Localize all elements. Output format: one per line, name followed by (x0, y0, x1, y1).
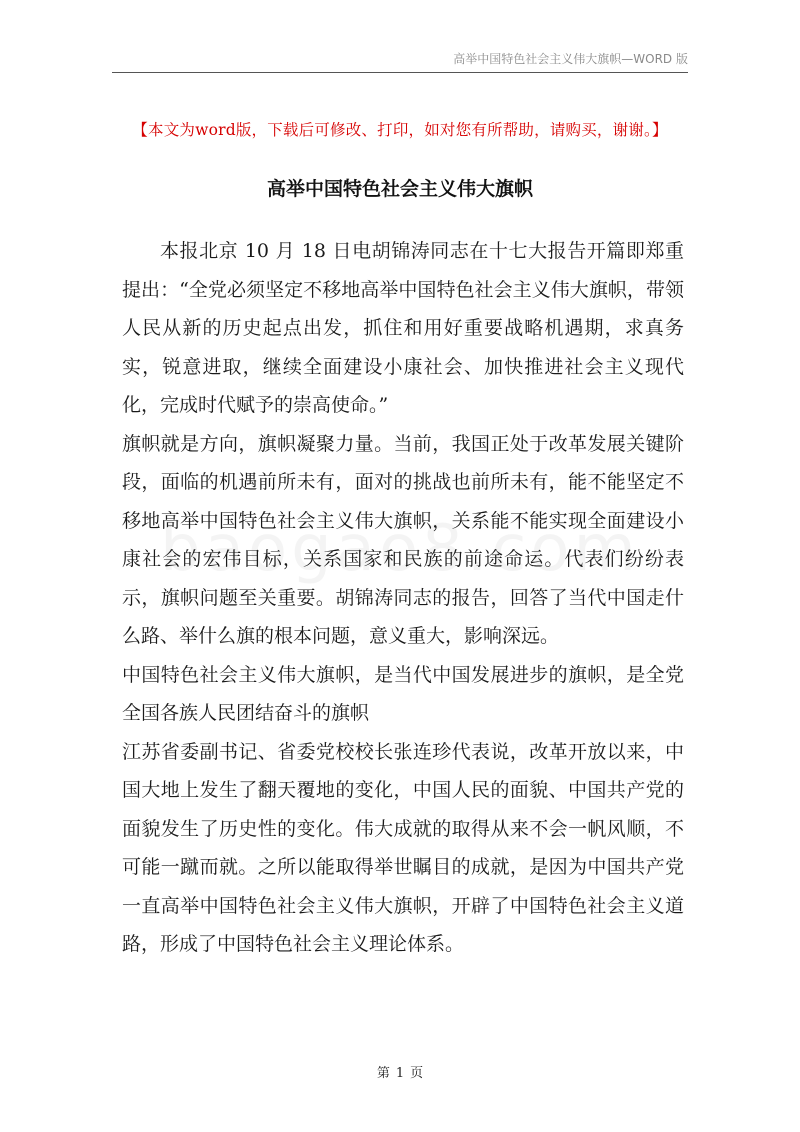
page-footer (0, 1062, 800, 1081)
paragraph: 中国特色社会主义伟大旗帜，是当代中国发展进步的旗帜，是全党全国各族人民团结奋斗的旗帜 (122, 663, 684, 724)
paragraph: 旗帜就是方向，旗帜凝聚力量。当前，我国正处于改革发展关键阶段，面临的机遇前所未有，面对的挑战也前所未有，能不能坚定不移地高举中国特色社会主义伟大旗帜，关系能不能实现全面建设小康社会的宏伟目标，关系国家和民族的前途命运。代表们纷纷表示，旗帜问题至关重要。胡锦涛同志的报告，回答了当代中国走什么路、举什么旗的根本问题，意义重大，影响深远。 (122, 432, 684, 647)
paragraph: 本报北京 10 月 18 日电胡锦涛同志在十七大报告开篇即郑重提出：“全党必须坚定不移地高举中国特色社会主义伟大旗帜，带领人民从新的历史起点出发，抓住和用好重要战略机遇期，求真务实，锐意进取，继续全面建设小康社会、加快推进社会主义现代化，完成时代赋予的崇高使命。” (122, 240, 684, 416)
page-suffix: 页 (410, 1066, 424, 1081)
paragraph: 江苏省委副书记、省委党校校长张连珍代表说，改革开放以来，中国大地上发生了翻天覆地的变化，中国人民的面貌、中国共产党的面貌发生了历史性的变化。伟大成就的取得从来不会一帆风顺，不可能一蹴而就。之所以能取得举世瞩目的成就，是因为中国共产党一直高举中国特色社会主义伟大旗帜，开辟了中国特色社会主义道路，形成了中国特色社会主义理论体系。 (122, 740, 684, 955)
running-title: 高举中国特色社会主义伟大旗帜—WORD 版 (453, 52, 688, 66)
purchase-notice: 【本文为word版，下载后可修改、打印，如对您有所帮助，请购买，谢谢。】 (132, 121, 668, 139)
document-body (122, 232, 684, 964)
page-header (112, 48, 688, 73)
page-number: 1 (395, 1066, 405, 1081)
page-prefix: 第 (376, 1066, 390, 1081)
document-title: 高举中国特色社会主义伟大旗帜 (266, 178, 533, 200)
